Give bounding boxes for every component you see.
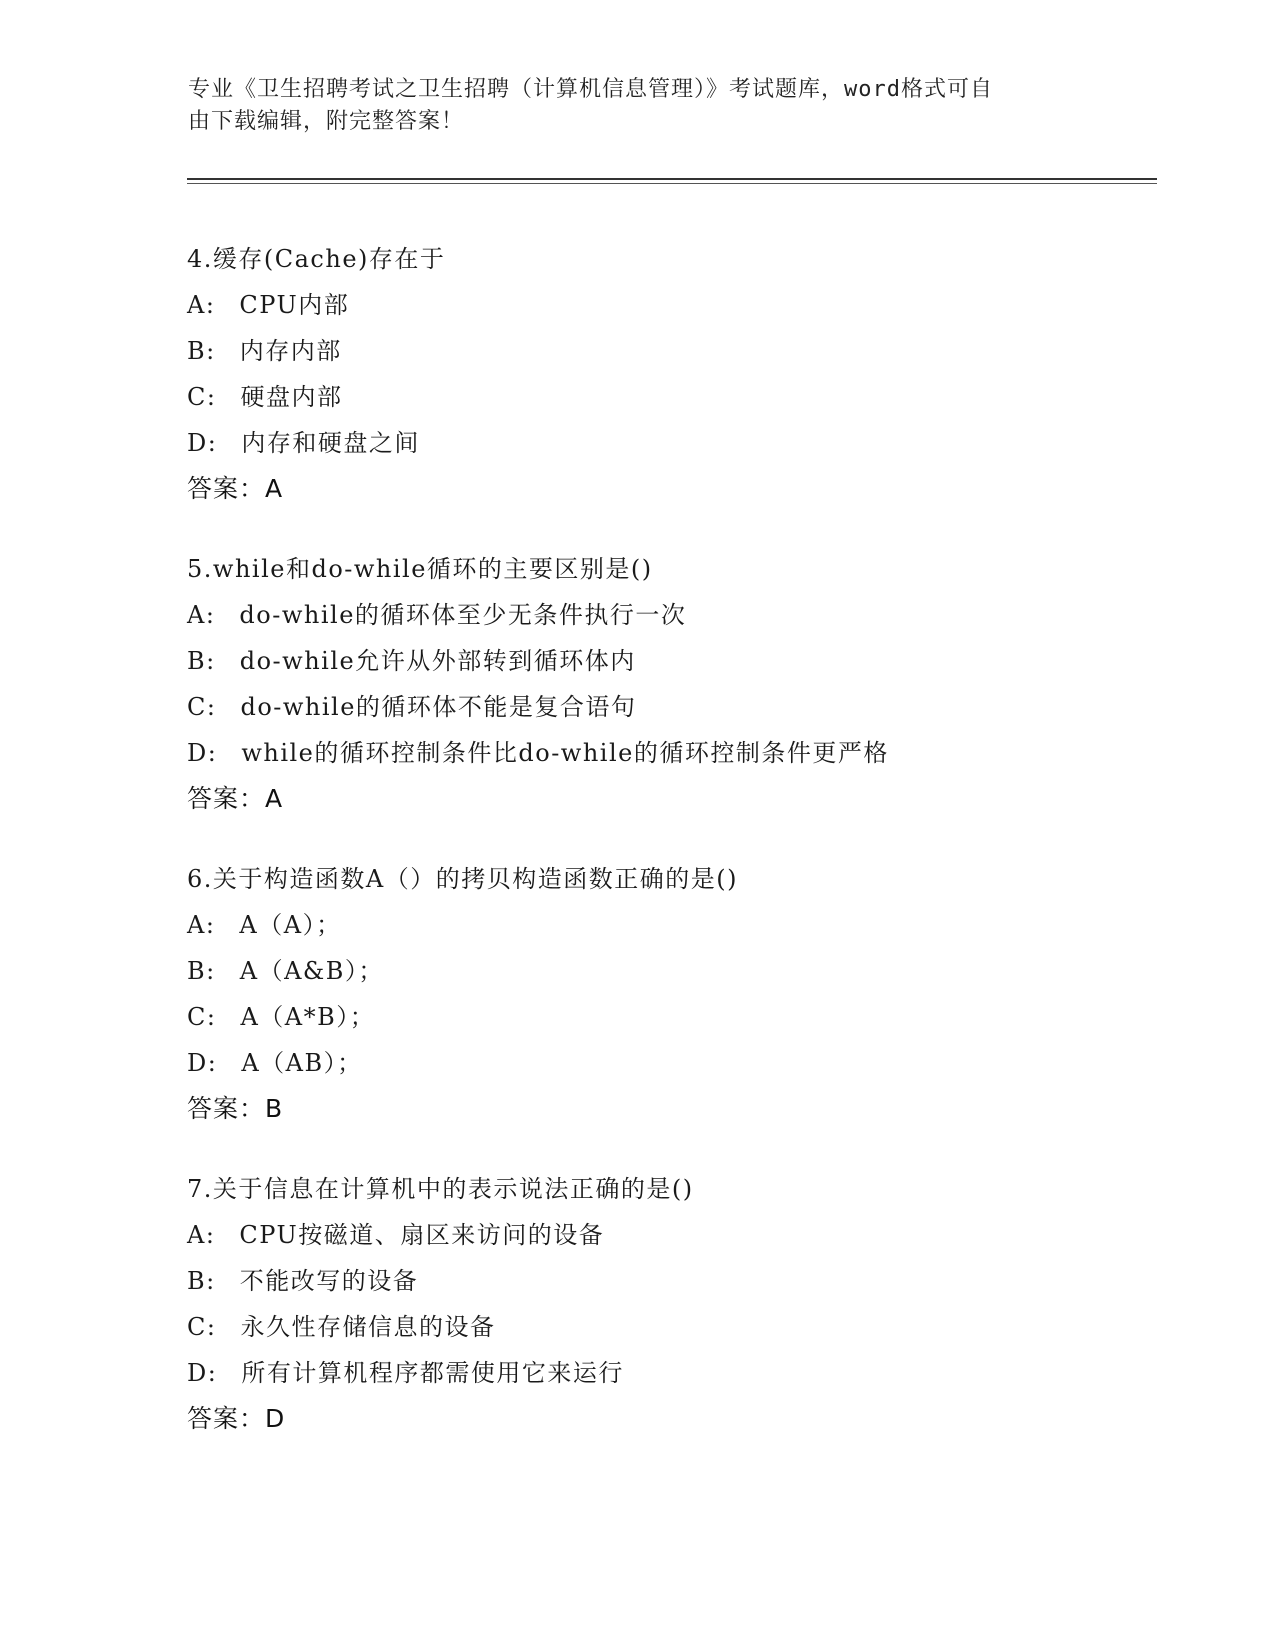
option-letter: C: [187,383,217,411]
question-4 [187,236,1187,512]
option-c [187,684,1187,730]
option-b [187,948,1187,994]
option-text: 不能改写的设备 [239,1267,419,1295]
option-text: A（A&B）； [239,957,384,985]
header-divider-thick [187,178,1157,180]
question-list [187,236,1187,1476]
option-b [187,328,1187,374]
option-letter: A: [187,911,216,939]
option-c [187,994,1187,1040]
option-a [187,1212,1187,1258]
option-letter: D: [187,1049,218,1077]
header-line-1: 专业《卫生招聘考试之卫生招聘（计算机信息管理）》考试题库，word格式可自 [188,77,993,102]
option-c [187,374,1187,420]
option-d [187,1040,1187,1086]
option-letter: B: [187,647,216,675]
answer-line: 答案：A [187,474,284,503]
question-6 [187,856,1187,1132]
question-stem: 5.while和do-while循环的主要区别是() [187,555,653,583]
option-letter: A: [187,291,216,319]
option-text: A（A*B）； [240,1003,376,1031]
option-letter: C: [187,1003,217,1031]
option-text: while的循环控制条件比do-while的循环控制条件更严格 [241,739,889,767]
option-d [187,1350,1187,1396]
answer-line: 答案：A [187,784,284,813]
option-text: A（AB）； [241,1049,363,1077]
option-a [187,282,1187,328]
option-letter: D: [187,429,218,457]
answer-line: 答案：B [187,1094,284,1123]
option-text: do-while的循环体至少无条件执行一次 [239,601,687,629]
question-stem: 6.关于构造函数A（）的拷贝构造函数正确的是() [187,865,738,893]
document-header [188,74,1088,138]
option-c [187,1304,1187,1350]
option-letter: B: [187,1267,216,1295]
question-7 [187,1166,1187,1442]
option-letter: C: [187,693,217,721]
header-divider-thin [187,183,1157,184]
option-letter: D: [187,739,218,767]
option-text: 永久性存储信息的设备 [240,1313,496,1341]
option-letter: D: [187,1359,218,1387]
option-text: 硬盘内部 [240,383,343,411]
option-b [187,638,1187,684]
option-text: CPU内部 [239,291,350,319]
option-letter: A: [187,1221,216,1249]
question-5 [187,546,1187,822]
header-line-2: 由下载编辑，附完整答案！ [188,109,465,134]
option-a [187,592,1187,638]
option-letter: A: [187,601,216,629]
option-b [187,1258,1187,1304]
option-text: CPU按磁道、扇区来访问的设备 [239,1221,605,1249]
answer-line: 答案：D [187,1404,286,1433]
option-letter: B: [187,337,216,365]
option-text: 内存内部 [239,337,342,365]
option-d [187,420,1187,466]
question-stem: 4.缓存(Cache)存在于 [187,245,446,273]
option-text: 所有计算机程序都需使用它来运行 [241,1359,624,1387]
option-text: do-while的循环体不能是复合语句 [240,693,637,721]
option-d [187,730,1187,776]
option-text: do-while允许从外部转到循环体内 [239,647,636,675]
option-letter: B: [187,957,216,985]
option-text: 内存和硬盘之间 [241,429,420,457]
option-letter: C: [187,1313,217,1341]
option-a [187,902,1187,948]
question-stem: 7.关于信息在计算机中的表示说法正确的是() [187,1175,694,1203]
option-text: A（A）； [239,911,342,939]
